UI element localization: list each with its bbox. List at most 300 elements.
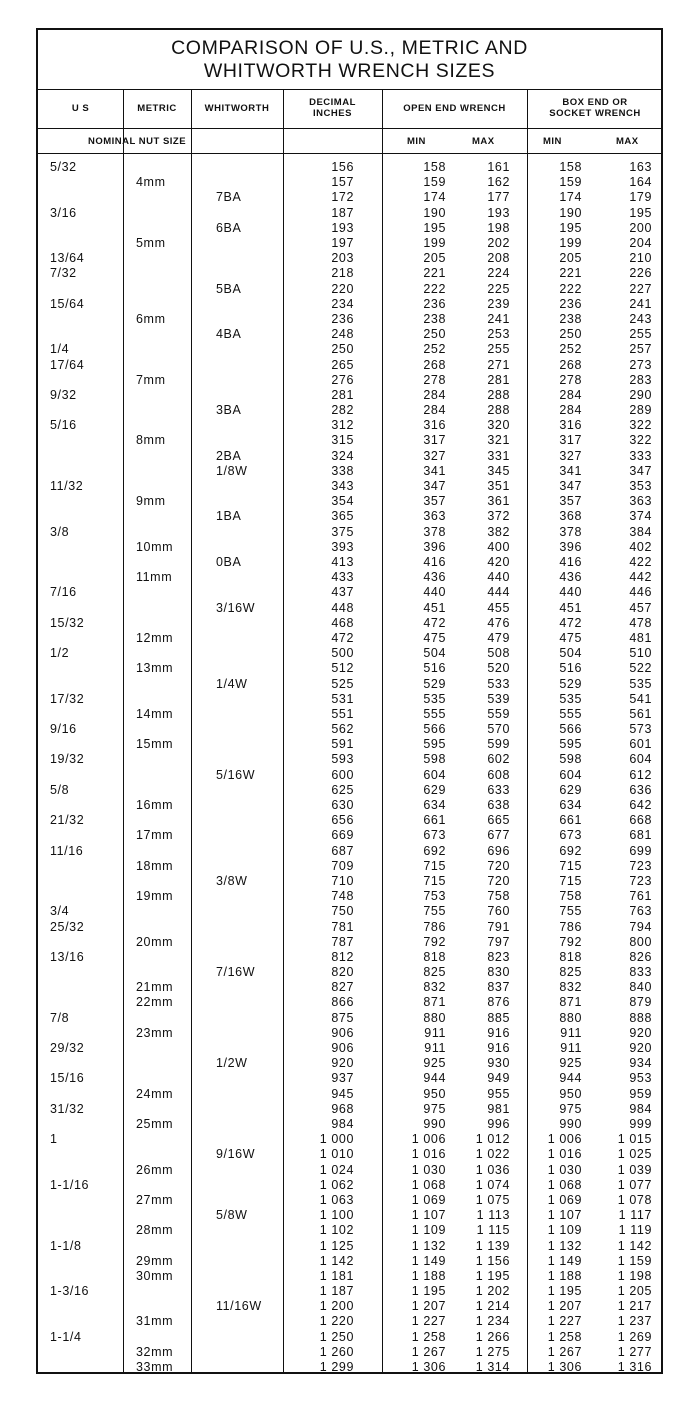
decimal-inches: 787 xyxy=(331,934,354,949)
box-end-max: 1 015 xyxy=(617,1132,652,1147)
box-end-min: 755 xyxy=(559,904,582,919)
us-size: 17/32 xyxy=(50,691,85,706)
open-end-min: 1 195 xyxy=(411,1284,446,1299)
box-end-min: 629 xyxy=(559,782,582,797)
open-end-max: 797 xyxy=(487,934,510,949)
box-end-max: 561 xyxy=(629,706,652,721)
metric-size: 32mm xyxy=(136,1344,174,1359)
open-end-min: 1 107 xyxy=(411,1208,446,1223)
metric-size: 8mm xyxy=(136,433,166,448)
decimal-inches: 1 187 xyxy=(319,1284,354,1299)
box-end-min: 758 xyxy=(559,889,582,904)
open-end-min: 363 xyxy=(423,509,446,524)
open-end-min: 1 306 xyxy=(411,1360,446,1374)
box-end-min: 238 xyxy=(559,311,582,326)
box-end-max: 699 xyxy=(629,843,652,858)
box-end-min: 825 xyxy=(559,965,582,980)
open-end-max: 1 266 xyxy=(475,1329,510,1344)
box-end-max: 163 xyxy=(629,160,652,174)
whitworth-size: 2BA xyxy=(216,448,242,463)
box-end-min: 1 006 xyxy=(547,1132,582,1147)
decimal-inches: 324 xyxy=(331,448,354,463)
decimal-inches: 433 xyxy=(331,570,354,585)
box-end-min: 317 xyxy=(559,433,582,448)
open-end-min: 327 xyxy=(423,448,446,463)
open-end-min: 396 xyxy=(423,539,446,554)
open-end-max: 955 xyxy=(487,1086,510,1101)
header-decimal-line-1: DECIMAL xyxy=(309,97,356,108)
box-end-max: 226 xyxy=(629,266,652,281)
box-end-min: 195 xyxy=(559,220,582,235)
decimal-inches: 312 xyxy=(331,418,354,433)
open-end-max: 239 xyxy=(487,296,510,311)
box-end-max: 200 xyxy=(629,220,652,235)
whitworth-size: 3/8W xyxy=(216,873,248,888)
open-end-max: 1 113 xyxy=(476,1208,510,1223)
open-end-max: 720 xyxy=(487,873,510,888)
open-end-max: 1 074 xyxy=(475,1177,510,1192)
decimal-inches: 525 xyxy=(331,676,354,691)
box-end-max: 227 xyxy=(629,281,652,296)
open-end-max: 791 xyxy=(487,919,510,934)
open-end-max: 1 234 xyxy=(475,1314,510,1329)
metric-size: 9mm xyxy=(136,494,166,509)
box-end-min: 925 xyxy=(559,1056,582,1071)
open-end-max: 570 xyxy=(487,722,510,736)
box-end-min: 1 069 xyxy=(547,1192,582,1207)
decimal-inches: 630 xyxy=(331,798,354,812)
box-end-max: 442 xyxy=(629,570,652,585)
decimal-inches: 343 xyxy=(331,479,354,493)
open-end-max: 1 214 xyxy=(475,1299,510,1314)
open-end-min: 278 xyxy=(423,372,446,387)
box-end-max: 195 xyxy=(629,205,652,220)
box-end-max: 1 119 xyxy=(618,1223,652,1238)
metric-size: 4mm xyxy=(136,175,166,190)
box-end-min: 1 195 xyxy=(547,1284,582,1299)
open-end-min: 195 xyxy=(423,220,446,235)
open-end-min: 1 188 xyxy=(411,1268,446,1283)
open-end-max: 837 xyxy=(487,980,510,995)
box-end-min: 1 207 xyxy=(547,1299,582,1314)
open-end-min: 673 xyxy=(423,828,446,843)
open-end-max: 633 xyxy=(487,782,510,797)
us-size: 15/16 xyxy=(50,1071,85,1086)
decimal-inches: 448 xyxy=(331,600,354,615)
box-end-min: 880 xyxy=(559,1010,582,1025)
metric-size: 12mm xyxy=(136,630,174,645)
open-end-min: 1 227 xyxy=(411,1314,446,1329)
open-end-min: 692 xyxy=(423,843,446,858)
box-end-max: 888 xyxy=(629,1010,652,1025)
open-end-min: 1 132 xyxy=(411,1238,446,1253)
box-end-max: 347 xyxy=(629,463,652,478)
box-end-min: 944 xyxy=(559,1071,582,1086)
decimal-inches: 234 xyxy=(331,296,354,311)
open-end-min: 268 xyxy=(423,357,446,372)
open-end-min: 222 xyxy=(423,281,446,296)
open-end-max: 1 314 xyxy=(475,1360,510,1374)
open-end-min: 975 xyxy=(423,1101,446,1116)
open-end-min: 190 xyxy=(423,205,446,220)
box-end-max: 920 xyxy=(629,1025,652,1040)
box-end-min: 268 xyxy=(559,357,582,372)
us-size: 13/64 xyxy=(50,251,85,266)
us-size: 15/64 xyxy=(50,296,85,311)
box-end-min: 327 xyxy=(559,448,582,463)
open-end-min: 159 xyxy=(423,175,446,190)
open-end-min: 604 xyxy=(423,767,446,782)
open-end-max: 508 xyxy=(487,646,510,661)
box-end-min: 516 xyxy=(559,661,582,676)
us-size: 31/32 xyxy=(50,1101,85,1116)
decimal-inches: 593 xyxy=(331,752,354,767)
box-end-min: 436 xyxy=(559,570,582,585)
open-end-min: 347 xyxy=(423,479,446,493)
metric-size: 18mm xyxy=(136,858,174,873)
box-end-min: 341 xyxy=(559,463,582,478)
metric-size: 28mm xyxy=(136,1223,174,1238)
open-end-max: 440 xyxy=(487,570,510,585)
open-end-min: 529 xyxy=(423,676,446,691)
box-end-max: 1 025 xyxy=(617,1147,652,1162)
box-end-min: 1 030 xyxy=(547,1162,582,1177)
decimal-inches: 750 xyxy=(331,904,354,919)
open-end-min: 1 006 xyxy=(411,1132,446,1147)
decimal-inches: 354 xyxy=(331,494,354,509)
box-end-max: 481 xyxy=(629,630,652,645)
box-end-max: 478 xyxy=(629,615,652,630)
us-size: 3/4 xyxy=(50,904,70,919)
box-end-max: 457 xyxy=(629,600,652,615)
metric-size: 26mm xyxy=(136,1162,174,1177)
whitworth-size: 5BA xyxy=(216,281,242,296)
metric-size: 13mm xyxy=(136,661,174,676)
box-end-min: 1 149 xyxy=(547,1253,582,1268)
decimal-inches: 669 xyxy=(331,828,354,843)
decimal-inches: 512 xyxy=(331,661,354,676)
header-box-line-1: BOX END OR xyxy=(562,97,628,108)
box-end-max: 612 xyxy=(629,767,652,782)
box-end-max: 1 237 xyxy=(617,1314,652,1329)
us-size: 1 xyxy=(50,1132,58,1147)
decimal-inches: 1 200 xyxy=(319,1299,354,1314)
box-end-max: 1 269 xyxy=(617,1329,652,1344)
box-end-min: 416 xyxy=(559,554,582,569)
decimal-inches: 1 000 xyxy=(319,1132,354,1147)
header-us: U S xyxy=(71,103,90,114)
open-end-min: 786 xyxy=(423,919,446,934)
open-end-max: 1 115 xyxy=(476,1223,510,1238)
decimal-inches: 591 xyxy=(331,737,354,752)
whitworth-size: 1/8W xyxy=(216,463,248,478)
whitworth-size: 3/16W xyxy=(216,600,256,615)
open-end-min: 284 xyxy=(423,403,446,417)
open-end-min: 504 xyxy=(423,646,446,661)
header-decimal-line-2: INCHES xyxy=(313,108,352,119)
box-end-min: 1 132 xyxy=(547,1238,582,1253)
open-end-min: 911 xyxy=(424,1025,446,1040)
metric-size: 29mm xyxy=(136,1253,174,1268)
box-end-min: 661 xyxy=(559,813,582,828)
metric-size: 33mm xyxy=(136,1360,174,1374)
box-end-max: 402 xyxy=(629,539,652,554)
whitworth-size: 3BA xyxy=(216,403,242,417)
box-end-min: 396 xyxy=(559,539,582,554)
box-end-max: 322 xyxy=(629,433,652,448)
open-end-min: 357 xyxy=(423,494,446,509)
box-end-max: 283 xyxy=(629,372,652,387)
metric-size: 6mm xyxy=(136,311,166,326)
box-end-max: 920 xyxy=(629,1041,652,1055)
box-end-min: 715 xyxy=(559,873,582,888)
header-decimal-inches xyxy=(283,97,382,119)
us-size: 1-1/4 xyxy=(50,1329,82,1344)
decimal-inches: 218 xyxy=(331,266,354,281)
open-end-min: 236 xyxy=(423,296,446,311)
open-end-max: 930 xyxy=(487,1056,510,1071)
decimal-inches: 1 010 xyxy=(319,1147,354,1162)
open-end-min: 880 xyxy=(423,1010,446,1025)
us-size: 3/8 xyxy=(50,524,70,539)
decimal-inches: 781 xyxy=(331,919,354,934)
box-end-max: 604 xyxy=(629,752,652,767)
box-end-max: 1 316 xyxy=(617,1360,652,1374)
decimal-inches: 375 xyxy=(331,524,354,539)
open-end-min: 252 xyxy=(423,342,446,357)
decimal-inches: 600 xyxy=(331,767,354,782)
box-end-max: 761 xyxy=(629,889,652,904)
box-end-max: 1 217 xyxy=(617,1299,652,1314)
metric-size: 25mm xyxy=(136,1117,174,1131)
box-end-min: 284 xyxy=(559,403,582,417)
box-end-max: 763 xyxy=(629,904,652,919)
box-end-min: 190 xyxy=(559,205,582,220)
box-end-min: 1 306 xyxy=(547,1360,582,1374)
open-end-min: 199 xyxy=(423,235,446,250)
whitworth-size: 7/16W xyxy=(216,965,256,980)
box-end-min: 472 xyxy=(559,615,582,630)
decimal-inches: 172 xyxy=(331,190,354,205)
box-end-min: 990 xyxy=(559,1117,582,1131)
decimal-inches: 1 181 xyxy=(319,1268,354,1283)
open-end-max: 288 xyxy=(487,403,510,417)
open-end-min: 284 xyxy=(423,387,446,402)
decimal-inches: 265 xyxy=(331,357,354,372)
box-end-min: 911 xyxy=(560,1025,582,1040)
decimal-inches: 1 102 xyxy=(319,1223,354,1238)
open-end-max: 351 xyxy=(487,479,510,493)
us-size: 11/32 xyxy=(50,479,84,493)
decimal-inches: 187 xyxy=(331,205,354,220)
box-end-max: 681 xyxy=(629,828,652,843)
us-size: 7/16 xyxy=(50,585,77,600)
box-end-max: 541 xyxy=(629,691,652,706)
open-end-min: 715 xyxy=(423,873,446,888)
whitworth-size: 7BA xyxy=(216,190,242,205)
box-end-min: 316 xyxy=(559,418,582,433)
box-end-min: 950 xyxy=(559,1086,582,1101)
open-end-max: 996 xyxy=(487,1117,510,1131)
box-end-max: 1 159 xyxy=(617,1253,652,1268)
decimal-inches: 1 220 xyxy=(319,1314,354,1329)
us-size: 11/16 xyxy=(50,843,84,858)
header-box-line-2: SOCKET WRENCH xyxy=(549,108,641,119)
decimal-inches: 156 xyxy=(331,160,354,174)
header-rule xyxy=(38,128,661,129)
box-end-min: 174 xyxy=(559,190,582,205)
open-end-min: 1 016 xyxy=(411,1147,446,1162)
open-end-min: 174 xyxy=(423,190,446,205)
whitworth-size: 1BA xyxy=(216,509,242,524)
decimal-inches: 315 xyxy=(331,433,354,448)
box-end-min: 598 xyxy=(559,752,582,767)
box-end-min: 199 xyxy=(559,235,582,250)
open-end-max: 1 022 xyxy=(475,1147,510,1162)
decimal-inches: 1 250 xyxy=(319,1329,354,1344)
whitworth-size: 4BA xyxy=(216,327,242,342)
whitworth-size: 9/16W xyxy=(216,1147,256,1162)
open-end-min: 378 xyxy=(423,524,446,539)
open-end-min: 416 xyxy=(423,554,446,569)
box-end-max: 204 xyxy=(629,235,652,250)
box-end-min: 786 xyxy=(559,919,582,934)
decimal-inches: 365 xyxy=(331,509,354,524)
box-end-max: 210 xyxy=(629,251,652,266)
open-end-min: 535 xyxy=(423,691,446,706)
open-end-min: 516 xyxy=(423,661,446,676)
box-end-min: 236 xyxy=(559,296,582,311)
title-line-1: COMPARISON OF U.S., METRIC AND xyxy=(171,37,528,59)
box-end-min: 159 xyxy=(559,175,582,190)
open-end-min: 440 xyxy=(423,585,446,600)
box-end-max: 510 xyxy=(629,646,652,661)
decimal-inches: 413 xyxy=(331,554,354,569)
open-end-max: 361 xyxy=(487,494,510,509)
decimal-inches: 1 063 xyxy=(319,1192,354,1207)
open-end-min: 634 xyxy=(423,798,446,812)
box-end-max: 384 xyxy=(629,524,652,539)
box-end-max: 322 xyxy=(629,418,652,433)
box-end-min: 604 xyxy=(559,767,582,782)
box-end-min: 451 xyxy=(559,600,582,615)
open-end-min: 595 xyxy=(423,737,446,752)
open-end-max: 476 xyxy=(487,615,510,630)
table-body xyxy=(38,90,661,1372)
box-end-min: 475 xyxy=(559,630,582,645)
open-end-max: 1 202 xyxy=(475,1284,510,1299)
open-end-min: 715 xyxy=(423,858,446,873)
decimal-inches: 820 xyxy=(331,965,354,980)
box-end-max: 723 xyxy=(629,858,652,873)
open-end-max: 198 xyxy=(487,220,510,235)
box-end-max: 934 xyxy=(629,1056,652,1071)
open-end-max: 823 xyxy=(487,949,510,964)
open-end-min: 1 207 xyxy=(411,1299,446,1314)
box-end-min: 911 xyxy=(560,1041,582,1055)
decimal-inches: 945 xyxy=(331,1086,354,1101)
box-end-min: 347 xyxy=(559,479,582,493)
box-end-min: 222 xyxy=(559,281,582,296)
open-end-max: 479 xyxy=(487,630,510,645)
column-rule-metric-whitworth xyxy=(191,90,192,1372)
us-size: 1/4 xyxy=(50,342,70,357)
header-open-end-wrench: OPEN END WRENCH xyxy=(403,103,506,114)
decimal-inches: 656 xyxy=(331,813,354,828)
box-end-min: 368 xyxy=(559,509,582,524)
open-end-min: 250 xyxy=(423,327,446,342)
box-end-max: 522 xyxy=(629,661,652,676)
decimal-inches: 1 299 xyxy=(319,1360,354,1374)
open-end-max: 208 xyxy=(487,251,510,266)
open-end-min: 436 xyxy=(423,570,446,585)
open-end-max: 161 xyxy=(487,160,510,174)
open-end-min: 1 149 xyxy=(411,1253,446,1268)
us-size: 29/32 xyxy=(50,1041,85,1055)
us-size: 9/16 xyxy=(50,722,77,736)
subheader-open-max: MAX xyxy=(472,136,495,147)
whitworth-size: 6BA xyxy=(216,220,242,235)
open-end-min: 871 xyxy=(423,995,446,1010)
open-end-min: 832 xyxy=(423,980,446,995)
metric-size: 5mm xyxy=(136,235,166,250)
open-end-max: 444 xyxy=(487,585,510,600)
us-size: 15/32 xyxy=(50,615,85,630)
box-end-max: 794 xyxy=(629,919,652,934)
open-end-min: 238 xyxy=(423,311,446,326)
metric-size: 22mm xyxy=(136,995,174,1010)
box-end-min: 975 xyxy=(559,1101,582,1116)
box-end-max: 953 xyxy=(629,1071,652,1086)
subheader-box-min: MIN xyxy=(543,136,562,147)
box-end-min: 555 xyxy=(559,706,582,721)
decimal-inches: 937 xyxy=(331,1071,354,1086)
box-end-max: 573 xyxy=(629,722,652,736)
box-end-max: 363 xyxy=(629,494,652,509)
open-end-max: 758 xyxy=(487,889,510,904)
open-end-max: 455 xyxy=(487,600,510,615)
open-end-max: 225 xyxy=(487,281,510,296)
box-end-min: 284 xyxy=(559,387,582,402)
box-end-min: 221 xyxy=(559,266,582,281)
box-end-min: 535 xyxy=(559,691,582,706)
decimal-inches: 968 xyxy=(331,1101,354,1116)
box-end-min: 792 xyxy=(559,934,582,949)
open-end-min: 1 267 xyxy=(411,1344,446,1359)
box-end-min: 378 xyxy=(559,524,582,539)
open-end-max: 696 xyxy=(487,843,510,858)
box-end-max: 879 xyxy=(629,995,652,1010)
box-end-min: 357 xyxy=(559,494,582,509)
decimal-inches: 920 xyxy=(331,1056,354,1071)
table-title xyxy=(38,30,661,90)
box-end-min: 692 xyxy=(559,843,582,858)
box-end-min: 1 016 xyxy=(547,1147,582,1162)
decimal-inches: 875 xyxy=(331,1010,354,1025)
open-end-max: 320 xyxy=(487,418,510,433)
box-end-min: 250 xyxy=(559,327,582,342)
decimal-inches: 197 xyxy=(331,235,354,250)
decimal-inches: 1 100 xyxy=(319,1208,354,1223)
box-end-max: 333 xyxy=(629,448,652,463)
box-end-max: 243 xyxy=(629,311,652,326)
open-end-max: 224 xyxy=(487,266,510,281)
decimal-inches: 157 xyxy=(331,175,354,190)
whitworth-size: 1/2W xyxy=(216,1056,248,1071)
open-end-max: 559 xyxy=(487,706,510,721)
box-end-max: 535 xyxy=(629,676,652,691)
box-end-min: 529 xyxy=(559,676,582,691)
